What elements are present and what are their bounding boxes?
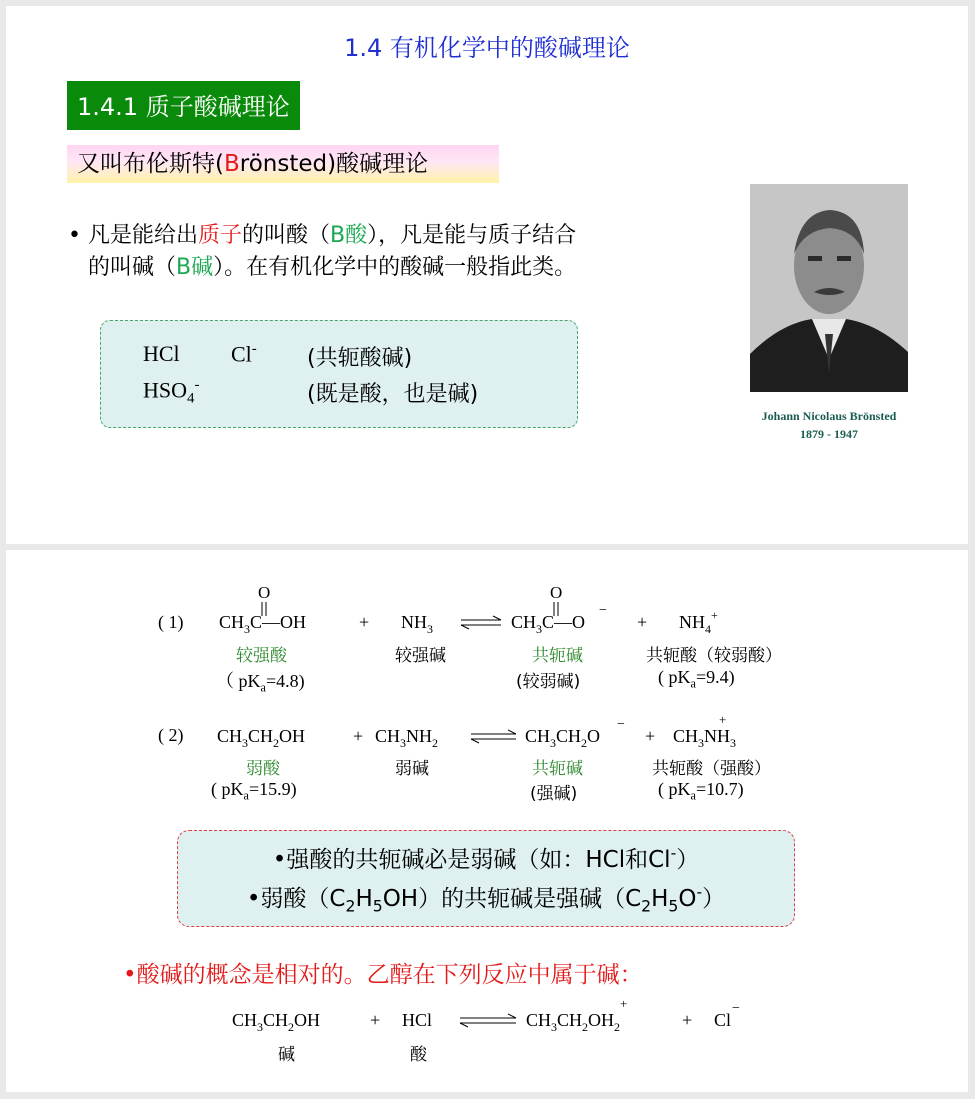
reaction-3-equation <box>226 992 766 1034</box>
caption-years: 1879 - 1947 <box>800 427 858 441</box>
relative-concept-note: •酸碱的概念是相对的。乙醇在下列反应中属于碱： <box>123 962 643 988</box>
r1-conj-base: 共轭碱 <box>532 646 583 666</box>
r1-strong-acid: 较强酸 <box>236 646 287 666</box>
cl-label: Cl- <box>231 341 257 367</box>
definition-bullet: • 凡是能给出质子的叫酸（B酸），凡是能与质子结合 的叫碱（B碱）。在有机化学中的酸碱一般指此类。 <box>68 223 577 280</box>
reaction-1-number: ( 1) <box>158 612 184 632</box>
r1-pka-conj: ( $pK_a=9.4$) <box>658 667 735 691</box>
bronsted-portrait <box>750 184 908 392</box>
svg-text:+: + <box>370 1010 381 1030</box>
r2-conj-base-note: (强碱) <box>530 784 578 804</box>
svg-text:CH3CH2O: $CH_3CH_2O$ <box>525 726 601 750</box>
rule-2: •弱酸$(C_2H_5OH)$的共轭碱是强碱$(C_2H_5O^-)$ <box>246 882 726 916</box>
r1-strong-base: 较强碱 <box>395 646 446 666</box>
svg-text:−: − <box>617 717 625 732</box>
svg-text:O: O <box>258 583 271 602</box>
svg-text:NH3: $NH_3$ <box>401 612 433 636</box>
svg-text:NH4+: $NH_4^+$ <box>679 608 718 636</box>
rule-box <box>177 830 795 927</box>
hcl-label: HCl <box>143 341 180 366</box>
svg-text:Cl: Cl <box>714 1010 732 1030</box>
portrait-caption <box>736 407 922 443</box>
svg-text:O: O <box>550 583 563 602</box>
svg-text:−: − <box>732 1001 740 1016</box>
svg-text:+: + <box>719 712 727 727</box>
section-heading: 1.4.1 质子酸碱理论 <box>67 81 300 130</box>
svg-text:+: + <box>645 726 656 746</box>
svg-text:CH3NH3: $CH_3NH_3$ <box>673 726 737 750</box>
reaction-1-equation <box>211 580 831 636</box>
r1-pka-acid: （ $pK_a=4.8$) <box>216 671 305 695</box>
conjugate-pair-box <box>100 320 578 428</box>
svg-text:HCl: HCl <box>402 1010 433 1030</box>
r2-conj-base: 共轭碱 <box>532 759 583 779</box>
svg-text:+: + <box>359 612 370 632</box>
reaction-2-equation <box>211 710 831 750</box>
r2-conj-acid: 共轭酸（强酸） <box>652 759 771 779</box>
slide-title: 1.4 有机化学中的酸碱理论 <box>344 34 630 62</box>
r2-pka-acid: ( $pK_a=15.9$) <box>211 779 297 803</box>
r2-pka-conj: ( $pK_a=10.7$) <box>658 779 744 803</box>
svg-text:CH3CH2OH: $CH_3CH_2OH$ <box>217 726 306 750</box>
hso4-label: $HSO_4^-$ <box>143 377 200 407</box>
r1-conj-acid: 共轭酸（较弱酸） <box>646 646 782 666</box>
r3-acid-label: 酸 <box>410 1045 427 1065</box>
svg-text:+: + <box>620 996 628 1011</box>
svg-text:+: + <box>353 726 364 746</box>
rule-1: •强酸的共轭碱必是弱碱（如：HCl和Cl-） <box>272 843 700 873</box>
reaction-2-number: ( 2) <box>158 725 184 745</box>
svg-text:CH3CH2OH2: $CH_3CH_2OH_2$ <box>526 1010 621 1034</box>
svg-text:+: + <box>682 1010 693 1030</box>
r3-base-label: 碱 <box>278 1045 295 1065</box>
slide-1 <box>6 6 968 544</box>
r2-weak-base: 弱碱 <box>395 759 429 779</box>
r1-conj-base-note: (较弱碱) <box>516 672 581 692</box>
amphoteric-note: (既是酸，也是碱) <box>307 382 479 407</box>
conjugate-note: (共轭酸碱) <box>307 346 413 371</box>
svg-text:CH3NH2: $CH_3NH_2$ <box>375 726 439 750</box>
caption-name: Johann Nicolaus Brönsted <box>761 409 897 423</box>
svg-text:CH3C—O: $CH_3C—O$ <box>511 612 586 636</box>
r2-weak-acid: 弱酸 <box>246 759 280 779</box>
svg-text:CH3C—OH: $CH_3C—OH$ <box>219 612 307 636</box>
subtitle: 又叫布伦斯特(Brönsted)酸碱理论 <box>67 145 499 183</box>
svg-text:CH3CH2OH: $CH_3CH_2OH$ <box>232 1010 321 1034</box>
slide-2 <box>6 550 968 1092</box>
svg-text:+: + <box>637 612 648 632</box>
svg-text:−: − <box>599 603 607 618</box>
